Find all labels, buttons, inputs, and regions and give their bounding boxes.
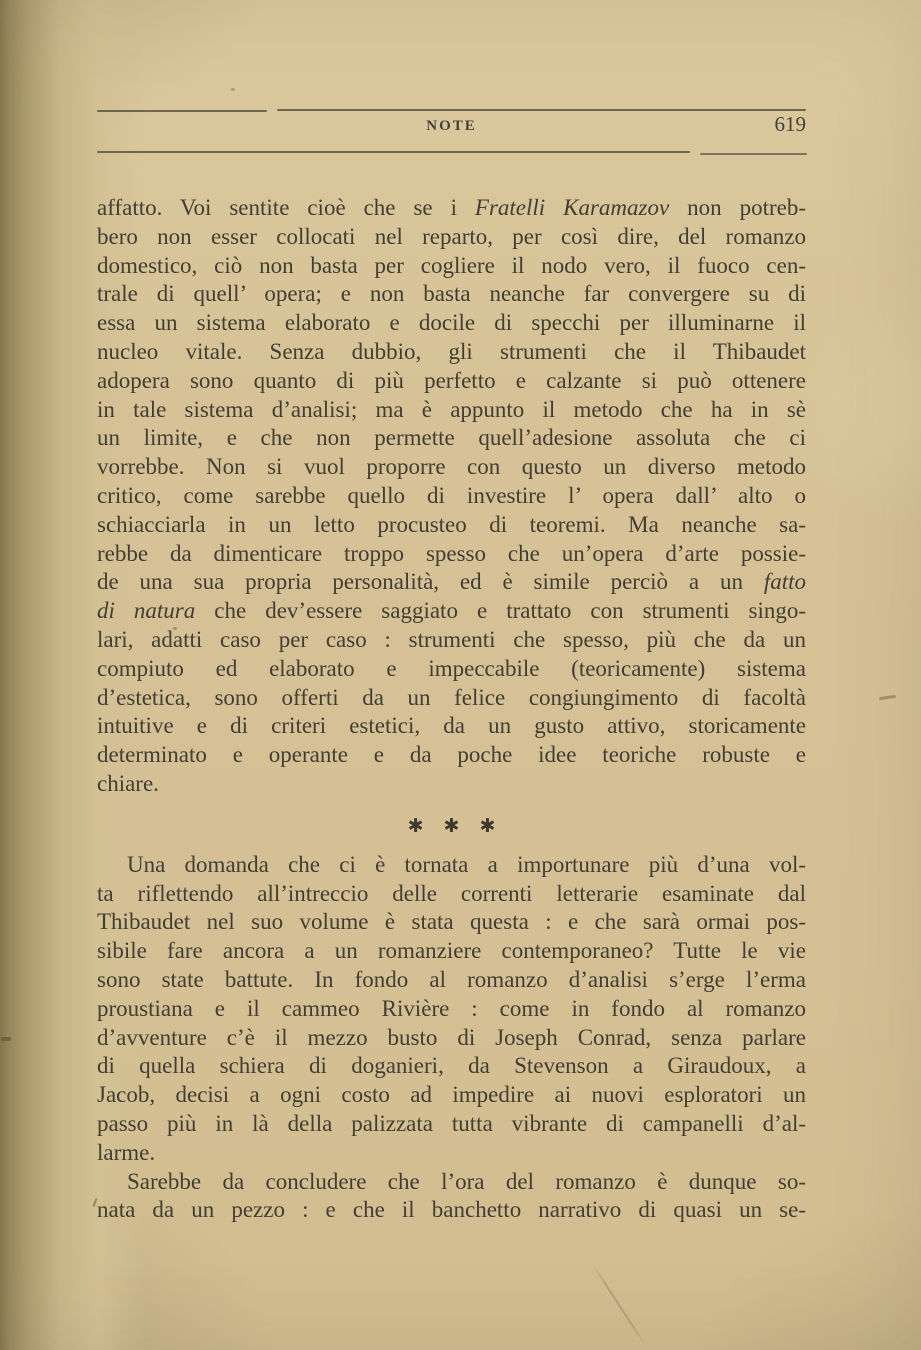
paper-speck [1, 1037, 11, 1041]
text-segment: di quella schiera di doganieri, da Stevenson a Giraudoux, a [97, 1053, 806, 1079]
header-rule-bottom-segment-right [700, 153, 807, 155]
text-line [97, 338, 806, 367]
text-segment: in tale sistema d’analisi; ma è appunto il metodo che ha in sè [97, 396, 806, 422]
paragraph [97, 194, 806, 799]
text-line [97, 511, 806, 540]
text-line [97, 568, 806, 597]
text-segment: critico, come sarebbe quello di investire l’ opera dall’ alto o [97, 482, 806, 508]
text-segment: nucleo vitale. Senza dubbio, gli strumenti che il Thibaudet [97, 338, 806, 364]
text-segment: affatto. Voi sentite cioè che se i [97, 195, 475, 220]
text-line [97, 908, 806, 937]
page-crease-mark [591, 1263, 646, 1346]
text-line [97, 540, 806, 569]
text-line [97, 880, 806, 909]
text-line [97, 851, 806, 880]
text-line [97, 1196, 806, 1225]
text-block [97, 194, 806, 1225]
text-segment: d’avventure c’è il mezzo busto di Joseph Conrad, senza parlare [97, 1024, 806, 1050]
text-segment: intuitive e di criteri estetici, da un gusto attivo, storicamente [97, 713, 806, 739]
text-segment: essa un sistema elaborato e docile di specchi per illuminarne il [97, 310, 806, 336]
text-segment: che dev’essere saggiato e trattato con strumenti singo- [195, 598, 806, 624]
text-line [97, 367, 806, 396]
text-line [97, 280, 806, 309]
running-header-title: NOTE [426, 118, 477, 134]
text-line [97, 223, 806, 252]
text-segment: bero non esser collocati nel reparto, per così dire, del romanzo [97, 223, 806, 249]
text-segment: de una sua propria personalità, ed è simile perciò a un [97, 569, 764, 595]
text-segment: lari, adatti caso per caso : strumenti che spesso, più che da un [97, 626, 806, 652]
text-line [97, 684, 806, 713]
text-line [97, 1024, 806, 1053]
header-rule-top-segment-right [277, 109, 806, 111]
text-segment: sibile fare ancora a un romanziere contemporaneo? Tutte le vie [97, 938, 806, 964]
text-line [97, 453, 806, 482]
text-segment: chiare. [97, 770, 159, 796]
text-line [97, 424, 806, 453]
text-line [97, 712, 806, 741]
page-number: 619 [774, 112, 806, 136]
text-segment: d’estetica, sono offerti da un felice congiungimento di facoltà [97, 684, 806, 710]
paper-speck [173, 627, 177, 630]
text-segment: larme. [97, 1139, 156, 1165]
italic-text: Fratelli Karamazov [474, 195, 670, 220]
text-line [97, 1052, 806, 1081]
italic-text: fatto [763, 569, 806, 595]
text-segment: Thibaudet nel suo volume è stata questa : e che sarà ormai pos- [97, 909, 806, 935]
text-line [97, 1139, 806, 1168]
text-segment: compiuto ed elaborato e impeccabile (teoricamente) sistema [97, 655, 806, 681]
text-segment: passo più in là della palizzata tutta vibrante di campanelli d’al- [97, 1110, 806, 1136]
text-line [97, 597, 806, 626]
text-line [97, 482, 806, 511]
text-line [97, 1168, 806, 1197]
text-segment: domestico, ciò non basta per cogliere il nodo vero, il fuoco cen- [97, 252, 806, 278]
text-segment: nata da un pezzo : e che il banchetto narrativo di quasi un se- [97, 1197, 806, 1223]
text-line [97, 1081, 806, 1110]
paper-speck [231, 88, 235, 91]
section-separator-asterisks: ✱ ✱ ✱ [407, 815, 503, 837]
paragraph [97, 851, 806, 1168]
text-line [97, 966, 806, 995]
paragraph [97, 1168, 806, 1226]
text-line [97, 1110, 806, 1139]
text-line [97, 396, 806, 425]
text-segment: trale di quell’ opera; e non basta neanche far convergere su di [97, 281, 806, 307]
text-line [97, 655, 806, 684]
italic-text: di natura [97, 598, 196, 624]
paper-speck [879, 695, 896, 700]
text-segment: schiacciarla in un letto procusteo di teoremi. Ma neanche sa- [97, 511, 806, 537]
text-line [97, 741, 806, 770]
header-rule-bottom-segment-left [97, 151, 690, 153]
text-segment: un limite, e che non permette quell’adesione assoluta che ci [97, 425, 806, 451]
text-line [97, 626, 806, 655]
text-segment: sono state battute. In fondo al romanzo d’analisi s’erge l’erma [97, 966, 806, 992]
text-segment: proustiana e il cammeo Rivière : come in fondo al romanzo [97, 995, 806, 1021]
text-segment: Una domanda che ci è tornata a importunare più d’una vol- [127, 851, 806, 877]
text-segment: Jacob, decisi a ogni costo ad impedire ai nuovi esploratori un [97, 1082, 806, 1108]
text-line [97, 937, 806, 966]
text-segment: determinato e operante e da poche idee teoriche robuste e [97, 742, 806, 768]
text-line [97, 252, 806, 281]
text-line [97, 770, 806, 799]
text-segment: vorrebbe. Non si vuol proporre con questo un diverso metodo [97, 454, 806, 480]
text-segment: Sarebbe da concludere che l’ora del romanzo è dunque so- [127, 1168, 806, 1194]
text-line [97, 194, 806, 223]
text-segment: ta riflettendo all’intreccio delle correnti letterarie esaminate dal [97, 880, 806, 906]
text-segment: rebbe da dimenticare troppo spesso che un’opera d’arte possie- [97, 540, 806, 566]
text-line [97, 995, 806, 1024]
text-segment: adopera sono quanto di più perfetto e calzante si può ottenere [97, 367, 806, 393]
text-segment: non potreb- [669, 195, 806, 220]
text-line [97, 309, 806, 338]
